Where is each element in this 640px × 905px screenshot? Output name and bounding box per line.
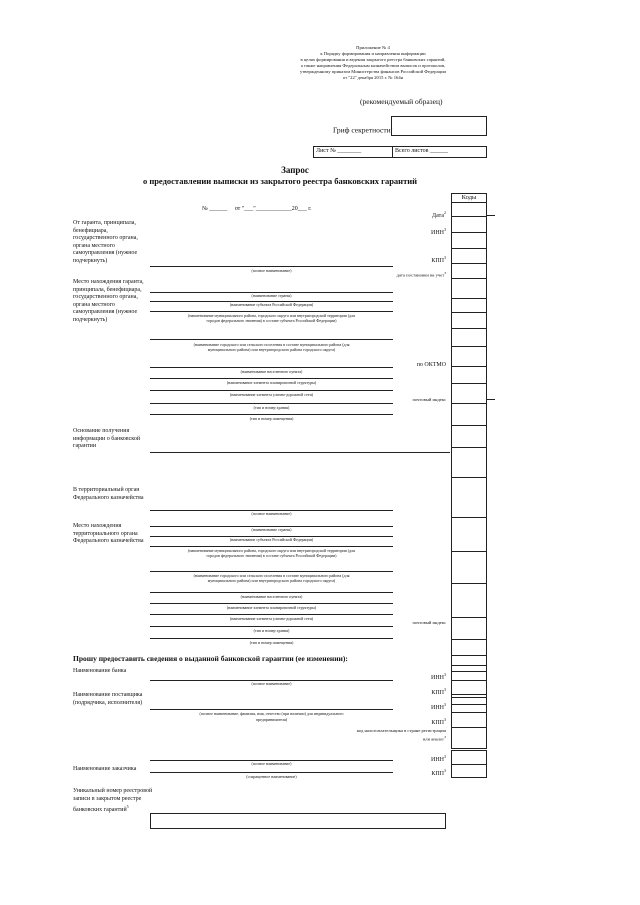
code-date[interactable] bbox=[452, 203, 486, 217]
unique-number-label: Уникальный номер реестровой записи в закрытом реестре банковских гарантий$^5$ bbox=[73, 788, 153, 814]
field-caption: городов федерального значения) в составе субъекта Российской Федерации) bbox=[206, 318, 337, 323]
field-caption: (тип и номер помещения) bbox=[249, 416, 294, 421]
field-caption: (наименование муниципального района, городского округа или внутригородской территории (для bbox=[188, 548, 355, 553]
code-cell[interactable] bbox=[452, 584, 486, 618]
room-field[interactable] bbox=[150, 414, 393, 415]
field-caption: (полное наименование) bbox=[251, 511, 292, 516]
annex-line: от "22" декабря 2015 г. № 164н bbox=[342, 75, 404, 80]
code-cell[interactable] bbox=[452, 384, 486, 404]
codes-column bbox=[451, 193, 487, 705]
field-caption: (наименование страны) bbox=[251, 293, 292, 298]
field-caption: (наименование элемента улично-дорожной сети) bbox=[229, 616, 314, 621]
location-label: Место нахождения гаранта, принципала, бенефициара, государственного органа, органа местного самоуправления (нужное подчеркнуть) bbox=[73, 279, 144, 323]
request-number: № ______ от "___"____________20___ г. bbox=[202, 206, 312, 212]
field-caption: (сокращенное наименование) bbox=[246, 774, 297, 779]
building-field[interactable] bbox=[150, 403, 393, 404]
recommended-sample: (рекомендуемый образец) bbox=[360, 97, 443, 106]
kpp-label: КПП$^3$ bbox=[431, 255, 446, 264]
code-oktmo[interactable] bbox=[452, 367, 486, 384]
code-cell[interactable] bbox=[452, 478, 486, 518]
field-caption: (наименование городского или сельского поселения в составе муниципального района (для bbox=[193, 342, 350, 347]
code-cell[interactable] bbox=[452, 552, 486, 584]
field-caption: (наименование населенного пункта) bbox=[240, 369, 303, 374]
date-label: Дата$^2$ bbox=[432, 210, 446, 219]
settlement-field[interactable] bbox=[150, 339, 393, 340]
code-inn[interactable] bbox=[452, 217, 486, 233]
field-caption: (тип и номер помещения) bbox=[249, 640, 294, 645]
tax-reg-label: код налогоплательщика в стране регистрации или аналог$^3$ bbox=[356, 728, 446, 742]
bank-inn-label: ИНН$^3$ bbox=[431, 672, 446, 681]
code-cell[interactable] bbox=[452, 640, 486, 656]
sender-name-field[interactable] bbox=[150, 266, 393, 267]
field-caption: (наименование субъекта Российской Федерации) bbox=[229, 537, 314, 542]
postal-label: почтовый индекс bbox=[412, 620, 446, 625]
treasury-location-label: Место нахождения территориального органа Федерального казначейства bbox=[73, 523, 144, 545]
annex-line: утвержденному приказом Министерства финансов Российской Федерации bbox=[300, 69, 446, 74]
sheet-number-label: Лист № ________ bbox=[316, 148, 362, 154]
code-kpp[interactable] bbox=[452, 249, 486, 264]
code-cell[interactable] bbox=[452, 329, 486, 347]
basis-field[interactable] bbox=[150, 452, 450, 453]
field-caption: муниципального района) или внутригородского района городского округа) bbox=[207, 578, 336, 583]
annex-line: в целях формирования и ведения закрытого реестра банковских гарантий, bbox=[300, 57, 446, 62]
reg-date-label: дата постановки на учет$^3$ bbox=[396, 271, 446, 278]
customer-label: Наименование заказчика bbox=[73, 766, 137, 772]
oktmo-label: по ОКТМО bbox=[416, 362, 446, 368]
customer-kpp-label: КПП$^3$ bbox=[431, 768, 446, 777]
field-caption: (наименование страны) bbox=[251, 527, 292, 532]
code-cell[interactable] bbox=[452, 448, 486, 478]
code-cell[interactable] bbox=[452, 618, 486, 640]
field-caption: (наименование элемента улично-дорожной сети) bbox=[229, 392, 314, 397]
supplier-label: Наименование поставщика (подрядчика, исполнителя) bbox=[73, 692, 143, 706]
code-cell[interactable] bbox=[452, 347, 486, 367]
field-caption: муниципального района) или внутригородского района городского округа) bbox=[207, 347, 336, 352]
supplier-codes-box[interactable] bbox=[451, 697, 487, 749]
inn-label: ИНН$^3$ bbox=[431, 227, 446, 236]
code-cell[interactable] bbox=[452, 426, 486, 448]
field-caption: (наименование элемента планировочной структуры) bbox=[226, 605, 317, 610]
planning-field[interactable] bbox=[150, 603, 393, 604]
doc-title: Запрос bbox=[281, 165, 309, 175]
locality-field[interactable] bbox=[150, 367, 393, 368]
code-cell[interactable] bbox=[452, 233, 486, 249]
treasury-label: В территориальный орган Федерального казначейства bbox=[73, 487, 144, 501]
code-cell[interactable] bbox=[452, 279, 486, 299]
field-caption: (полное наименование) bbox=[251, 761, 292, 766]
field-caption: (наименование субъекта Российской Федерации) bbox=[229, 302, 314, 307]
postal-label: почтовый индекс bbox=[412, 397, 446, 402]
field-caption: городов федерального значения) в составе субъекта Российской Федерации) bbox=[206, 553, 337, 558]
basis-label: Основание получения информации о банковской гарантии bbox=[73, 428, 141, 450]
field-caption: (наименование муниципального района, городского округа или внутригородской территории (для bbox=[188, 313, 355, 318]
supplier-kpp-label: КПП$^3$ bbox=[431, 717, 446, 726]
field-caption: (полное наименование) bbox=[251, 681, 292, 686]
customer-short-field[interactable] bbox=[150, 772, 393, 773]
planning-field[interactable] bbox=[150, 378, 393, 379]
field-caption: (наименование элемента планировочной структуры) bbox=[226, 380, 317, 385]
codes-header: Коды bbox=[452, 193, 486, 203]
secrecy-box[interactable] bbox=[391, 116, 487, 136]
supplier-name-field[interactable] bbox=[150, 709, 393, 710]
secrecy-label: Гриф секретности$^1$ bbox=[333, 125, 393, 135]
locality-field[interactable] bbox=[150, 592, 393, 593]
field-caption: (полное наименование, фамилия, имя, отчество (при наличии) для индивидуального bbox=[199, 711, 344, 716]
street-field[interactable] bbox=[150, 390, 393, 391]
field-caption: предпринимателя) bbox=[255, 717, 288, 722]
annex-line: к Порядку формирования и направления информации bbox=[320, 51, 426, 56]
district-field[interactable] bbox=[150, 546, 393, 547]
code-cell[interactable] bbox=[452, 518, 486, 552]
code-cell[interactable] bbox=[452, 299, 486, 313]
field-caption: (наименование населенного пункта) bbox=[240, 594, 303, 599]
annex-line: а также направления Федеральным казначейством выписок и протоколов, bbox=[300, 63, 446, 68]
supplier-inn-label: ИНН$^3$ bbox=[431, 702, 446, 711]
request-heading: Прошу предоставить сведения о выданной банковской гарантии (ее изменении): bbox=[73, 654, 348, 663]
total-sheets-label: Всего листов ______ bbox=[395, 148, 448, 154]
building-field[interactable] bbox=[150, 626, 393, 627]
annex-header bbox=[268, 45, 478, 81]
sender-name-caption: (полное наименование) bbox=[251, 268, 292, 273]
district-field[interactable] bbox=[150, 311, 393, 312]
annex-number: Приложение № 4 bbox=[356, 45, 390, 50]
field-caption: (тип и номер здания) bbox=[253, 628, 290, 633]
bank-label: Наименование банка bbox=[73, 668, 127, 674]
field-caption: (наименование городского или сельского поселения в составе муниципального района (для bbox=[193, 573, 350, 578]
customer-inn-label: ИНН$^3$ bbox=[431, 754, 446, 763]
street-field[interactable] bbox=[150, 614, 393, 615]
bank-kpp-label: КПП$^3$ bbox=[431, 687, 446, 696]
unique-number-field[interactable] bbox=[150, 813, 446, 829]
code-reg-date[interactable] bbox=[452, 264, 486, 279]
code-postal[interactable] bbox=[452, 404, 486, 426]
code-cell[interactable] bbox=[452, 313, 486, 329]
doc-subtitle: о предоставлении выписки из закрытого реестра банковских гарантий bbox=[142, 176, 418, 186]
sender-label: От гаранта, принципала, бенефициара, государственного органа, органа местного самоуправления (нужное подчеркнуть) bbox=[73, 220, 138, 264]
field-caption: (тип и номер здания) bbox=[253, 405, 290, 410]
room-field[interactable] bbox=[150, 638, 393, 639]
settlement-field[interactable] bbox=[150, 571, 393, 572]
